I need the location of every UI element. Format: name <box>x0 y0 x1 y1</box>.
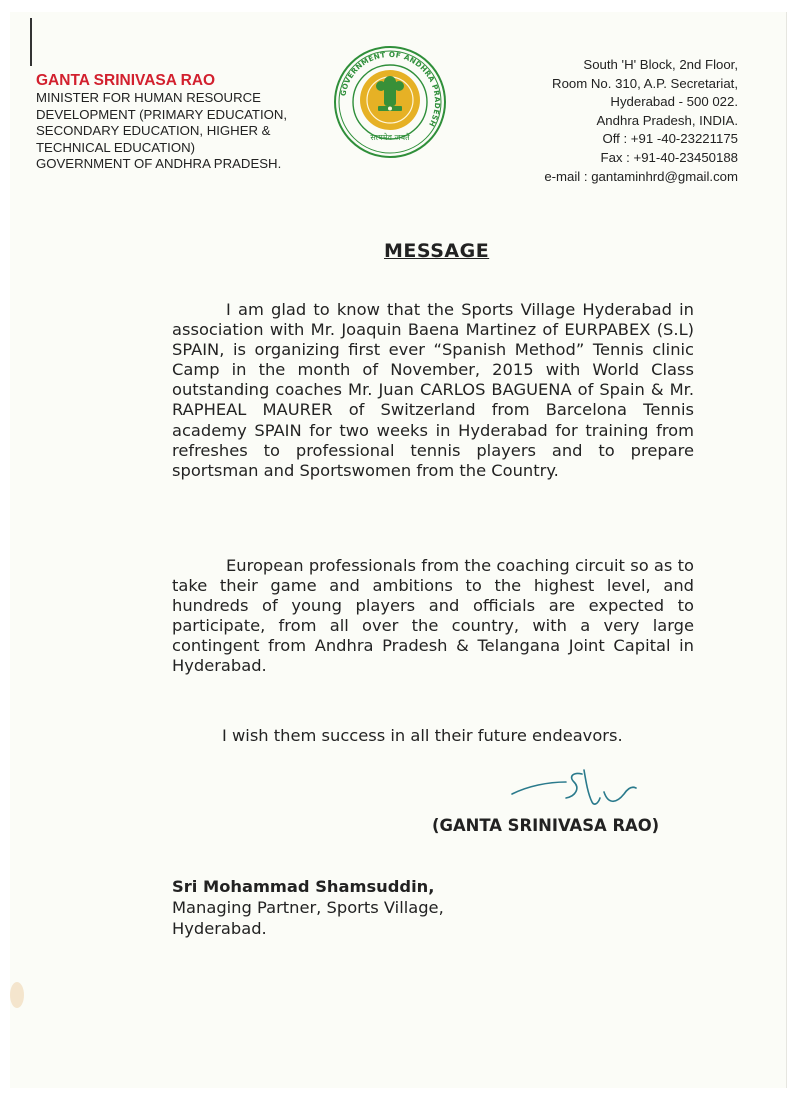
designation-line: SECONDARY EDUCATION, HIGHER & <box>36 123 271 138</box>
svg-text:GOVERNMENT OF ANDHRA PRADESH: GOVERNMENT OF ANDHRA PRADESH <box>338 49 443 129</box>
paper-stain <box>10 982 24 1008</box>
handwritten-signature-icon <box>508 764 638 816</box>
message-paragraph-2: European professionals from the coaching circuit so as to take their game and ambitions to the highest level, and hundreds of young players and officials are expected to participate, from all over the country, with a very large contingent from Andhra Pradesh & Telangana Joint Capital in Hyderabad. <box>172 556 694 676</box>
minister-block <box>36 72 336 173</box>
recipient-city: Hyderabad. <box>172 919 267 938</box>
address-line: Room No. 310, A.P. Secretariat, <box>552 75 738 91</box>
recipient-name: Sri Mohammad Shamsuddin, <box>172 877 435 896</box>
designation-line: MINISTER FOR HUMAN RESOURCE <box>36 90 261 105</box>
signatory-name: (GANTA SRINIVASA RAO) <box>432 816 660 835</box>
recipient-title: Managing Partner, Sports Village, <box>172 898 444 917</box>
designation-line: TECHNICAL EDUCATION) <box>36 139 195 155</box>
designation-line: DEVELOPMENT (PRIMARY EDUCATION, <box>36 106 288 122</box>
svg-text:सत्यमेव जयते: सत्यमेव जयते <box>370 133 410 142</box>
address-line: South 'H' Block, 2nd Floor, <box>583 57 738 72</box>
office-address <box>478 56 738 186</box>
closing-wish: I wish them success in all their future endeavors. <box>222 726 623 745</box>
minister-name: GANTA SRINIVASA RAO <box>36 72 216 89</box>
office-phone: Off : +91 -40-23221175 <box>602 131 738 147</box>
email-address: e-mail : gantaminhrd@gmail.com <box>544 168 738 184</box>
government-emblem-icon <box>332 42 448 162</box>
recipient-block <box>172 876 532 939</box>
fax-number: Fax : +91-40-23450188 <box>600 149 738 165</box>
margin-mark <box>30 18 32 66</box>
message-paragraph-1: I am glad to know that the Sports Village Hyderabad in association with Mr. Joaquin Baena Martinez of EURPABEX (S.L) SPAIN, is organizing first ever “Spanish Method” Tennis clinic Camp in the month of November, 2015 with World Class outstanding coaches Mr. Juan CARLOS BAGUENA of Spain & Mr. RAPHEAL MAURER of Switzerland from Barcelona Tennis academy SPAIN for two weeks in Hyderabad for training from refreshes to professional tennis players and to prepare sportsman and Sportswomen from the Country. <box>172 300 694 480</box>
designation-line: GOVERNMENT OF ANDHRA PRADESH. <box>36 156 282 171</box>
message-heading: MESSAGE <box>384 240 490 262</box>
address-line: Hyderabad - 500 022. <box>610 94 738 110</box>
address-line: Andhra Pradesh, INDIA. <box>596 112 738 128</box>
